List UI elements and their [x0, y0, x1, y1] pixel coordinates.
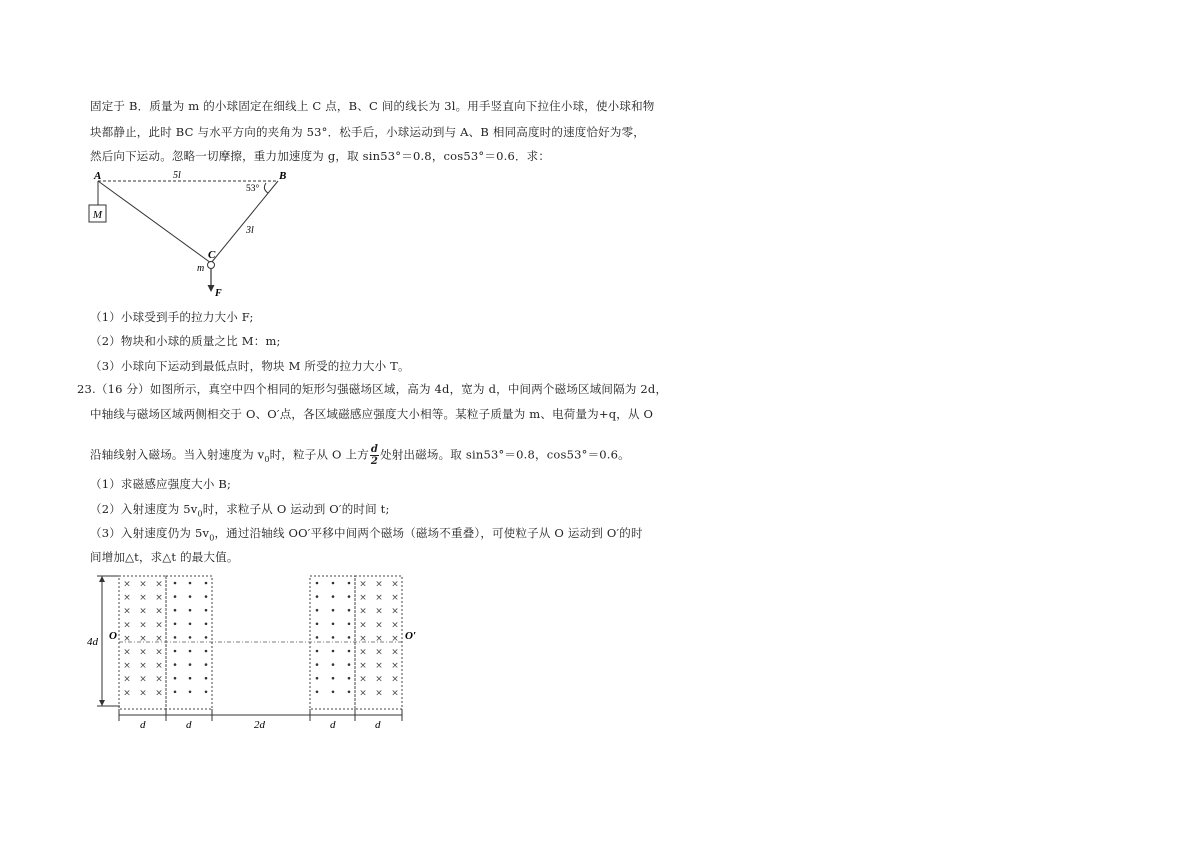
- field-out-of-page-dot: [348, 582, 351, 585]
- label-O: O: [109, 630, 117, 642]
- label-d1: d: [140, 719, 146, 731]
- field-into-page-symbol: ×: [139, 661, 147, 672]
- field-out-of-page-dot: [316, 677, 319, 680]
- field-into-page-symbol: ×: [155, 633, 163, 644]
- field-into-page-symbol: ×: [375, 647, 383, 658]
- field-into-page-symbol: ×: [139, 593, 147, 604]
- field-out-of-page-dot: [189, 636, 192, 639]
- field-into-page-symbol: ×: [139, 620, 147, 631]
- problem23-line1: 23.（16 分）如图所示，真空中四个相同的矩形匀强磁场区域，高为 4d，宽为 d，中间两个磁场区域间隔为 2d，: [77, 382, 668, 396]
- field-out-of-page-dot: [332, 691, 335, 694]
- problem22-line3: 然后向下运动。忽略一切摩擦，重力加速度为 g，取 sin53°＝0.8，cos53°＝0.6．求：: [90, 149, 551, 163]
- field-out-of-page-dot: [316, 691, 319, 694]
- label-5l: 5l: [173, 170, 181, 181]
- label-3l: 3l: [246, 225, 254, 236]
- field-out-of-page-dot: [332, 582, 335, 585]
- pulley-figure: [80, 165, 300, 300]
- field-into-page-symbol: ×: [359, 606, 367, 617]
- field-into-page-symbol: ×: [391, 674, 399, 685]
- field-out-of-page-dot: [189, 595, 192, 598]
- field-out-of-page-dot: [174, 636, 177, 639]
- field-into-page-symbol: ×: [391, 647, 399, 658]
- field-into-page-symbol: ×: [123, 620, 131, 631]
- problem23-line3-after: 处射出磁场。取 sin53°＝0.8，cos53°＝0.6。: [380, 447, 630, 462]
- field-out-of-page-dot: [332, 609, 335, 612]
- field-out-of-page-dot: [332, 663, 335, 666]
- field-out-of-page-dot: [348, 609, 351, 612]
- label-d2: d: [186, 719, 192, 731]
- field-into-page-symbol: ×: [359, 633, 367, 644]
- label-m: m: [197, 263, 205, 274]
- field-out-of-page-dot: [316, 609, 319, 612]
- field-into-page-symbol: ×: [391, 606, 399, 617]
- field-into-page-symbol: ×: [155, 606, 163, 617]
- field-into-page-symbol: ×: [375, 579, 383, 590]
- field-out-of-page-dot: [205, 677, 208, 680]
- label-2d: 2d: [254, 719, 265, 731]
- label-B: B: [279, 170, 287, 182]
- field-into-page-symbol: ×: [123, 593, 131, 604]
- label-O-prime: O′: [405, 630, 417, 642]
- field-out-of-page-dot: [189, 677, 192, 680]
- problem23-q3-before: （3）入射速度仍为 5v: [90, 526, 210, 540]
- field-into-page-symbol: ×: [123, 633, 131, 644]
- field-into-page-symbol: ×: [139, 674, 147, 685]
- field-into-page-symbol: ×: [139, 579, 147, 590]
- field-into-page-symbol: ×: [359, 620, 367, 631]
- field-out-of-page-dot: [316, 636, 319, 639]
- field-out-of-page-dot: [174, 650, 177, 653]
- field-into-page-symbol: ×: [359, 674, 367, 685]
- field-out-of-page-dot: [174, 582, 177, 585]
- field-into-page-symbol: ×: [139, 688, 147, 699]
- problem23-line3: [90, 444, 630, 467]
- field-out-of-page-dot: [205, 623, 208, 626]
- field-out-of-page-dot: [189, 609, 192, 612]
- field-into-page-symbol: ×: [359, 688, 367, 699]
- field-out-of-page-dot: [174, 691, 177, 694]
- field-out-of-page-dot: [348, 677, 351, 680]
- field-into-page-symbol: ×: [155, 647, 163, 658]
- field-out-of-page-dot: [348, 663, 351, 666]
- label-A: A: [94, 170, 102, 182]
- height-arrow-up: [99, 576, 105, 582]
- field-into-page-symbol: ×: [375, 688, 383, 699]
- problem23-q3-sub: 0: [209, 533, 215, 543]
- fraction-numerator: d: [370, 444, 379, 455]
- problem23-line3-before: 沿轴线射入磁场。当入射速度为 v: [90, 447, 265, 462]
- field-out-of-page-dot: [189, 663, 192, 666]
- problem23-question3: [90, 525, 643, 542]
- magnetic-field-figure: [82, 568, 442, 738]
- field-out-of-page-dot: [189, 582, 192, 585]
- field-into-page-symbol: ×: [123, 647, 131, 658]
- field-into-page-symbol: ×: [375, 674, 383, 685]
- field-out-of-page-dot: [316, 582, 319, 585]
- fraction-denominator: 2: [370, 456, 379, 467]
- problem23-line3-sub: 0: [264, 454, 270, 464]
- field-out-of-page-dot: [332, 623, 335, 626]
- fraction-d-over-2: [370, 444, 379, 467]
- string-bc: [211, 181, 278, 263]
- problem23-line2: 中轴线与磁场区域两侧相交于 O、O′点，各区域磁感应强度大小相等。某粒子质量为 m、电荷量为+q，从 O: [90, 407, 654, 421]
- field-into-page-symbol: ×: [123, 606, 131, 617]
- problem22-question2: （2）物块和小球的质量之比 M：m;: [90, 334, 281, 348]
- field-into-page-symbol: ×: [391, 620, 399, 631]
- field-out-of-page-dot: [205, 595, 208, 598]
- field-into-page-symbol: ×: [391, 633, 399, 644]
- label-angle: 53°: [246, 184, 260, 194]
- problem22-question3: （3）小球向下运动到最低点时，物块 M 所受的拉力大小 T。: [90, 359, 410, 373]
- problem23-q3-after: ，通过沿轴线 OO′平移中间两个磁场（磁场不重叠），可使粒子从 O 运动到 O′的时: [214, 526, 643, 540]
- field-out-of-page-dot: [316, 595, 319, 598]
- field-out-of-page-dot: [205, 650, 208, 653]
- field-into-page-symbol: ×: [391, 593, 399, 604]
- field-into-page-symbol: ×: [139, 633, 147, 644]
- field-into-page-symbol: ×: [359, 647, 367, 658]
- field-into-page-symbol: ×: [359, 593, 367, 604]
- height-arrow-down: [99, 700, 105, 706]
- angle-arc: [264, 183, 268, 193]
- field-out-of-page-dot: [348, 650, 351, 653]
- field-out-of-page-dot: [332, 677, 335, 680]
- field-out-of-page-dot: [189, 623, 192, 626]
- field-out-of-page-dot: [348, 623, 351, 626]
- field-into-page-symbol: ×: [375, 606, 383, 617]
- field-out-of-page-dot: [205, 609, 208, 612]
- label-C: C: [208, 249, 216, 261]
- field-into-page-symbol: ×: [123, 688, 131, 699]
- label-4d: 4d: [87, 636, 98, 648]
- field-into-page-symbol: ×: [155, 620, 163, 631]
- field-into-page-symbol: ×: [391, 579, 399, 590]
- force-arrowhead: [208, 285, 215, 292]
- field-into-page-symbol: ×: [123, 674, 131, 685]
- problem23-question3-line2: 间增加△t，求△t 的最大值。: [90, 550, 239, 564]
- field-out-of-page-dot: [348, 595, 351, 598]
- field-out-of-page-dot: [174, 595, 177, 598]
- label-F: F: [215, 288, 222, 299]
- field-into-page-symbol: ×: [155, 674, 163, 685]
- problem23-q2-sub: 0: [197, 509, 203, 519]
- problem23-q2-before: （2）入射速度为 5v: [90, 502, 198, 516]
- field-into-page-symbol: ×: [375, 620, 383, 631]
- label-d4: d: [375, 719, 381, 731]
- field-out-of-page-dot: [174, 609, 177, 612]
- field-out-of-page-dot: [189, 650, 192, 653]
- field-out-of-page-dot: [332, 650, 335, 653]
- field-into-page-symbol: ×: [391, 688, 399, 699]
- problem23-line3-mid: 时，粒子从 O 上方: [269, 447, 369, 462]
- field-into-page-symbol: ×: [359, 579, 367, 590]
- field-into-page-symbol: ×: [139, 606, 147, 617]
- problem23-q2-after: 时，求粒子从 O 运动到 O′的时间 t;: [202, 502, 390, 516]
- ball-C: [208, 262, 215, 269]
- problem22-line2: 块都静止，此时 BC 与水平方向的夹角为 53°．松手后，小球运动到与 A、B 相同高度时的速度恰好为零，: [90, 125, 645, 139]
- problem22-line1: 固定于 B．质量为 m 的小球固定在细线上 C 点，B、C 间的线长为 3l。用手竖直向下拉住小球，使小球和物: [90, 99, 655, 113]
- field-into-page-symbol: ×: [359, 661, 367, 672]
- field-out-of-page-dot: [205, 691, 208, 694]
- field-into-page-symbol: ×: [375, 633, 383, 644]
- field-into-page-symbol: ×: [155, 661, 163, 672]
- field-out-of-page-dot: [174, 677, 177, 680]
- field-out-of-page-dot: [189, 691, 192, 694]
- field-out-of-page-dot: [205, 663, 208, 666]
- problem22-question1: （1）小球受到手的拉力大小 F;: [90, 310, 254, 324]
- field-into-page-symbol: ×: [123, 579, 131, 590]
- field-symbols: [123, 580, 399, 699]
- field-out-of-page-dot: [316, 623, 319, 626]
- field-out-of-page-dot: [332, 595, 335, 598]
- field-out-of-page-dot: [332, 636, 335, 639]
- field-out-of-page-dot: [205, 582, 208, 585]
- field-into-page-symbol: ×: [375, 661, 383, 672]
- field-into-page-symbol: ×: [155, 579, 163, 590]
- field-into-page-symbol: ×: [375, 593, 383, 604]
- problem23-question2: [90, 501, 390, 518]
- field-out-of-page-dot: [348, 691, 351, 694]
- label-d3: d: [330, 719, 336, 731]
- label-M: M: [92, 209, 103, 221]
- field-into-page-symbol: ×: [155, 688, 163, 699]
- field-into-page-symbol: ×: [391, 661, 399, 672]
- field-out-of-page-dot: [174, 663, 177, 666]
- field-into-page-symbol: ×: [123, 661, 131, 672]
- field-out-of-page-dot: [316, 650, 319, 653]
- field-into-page-symbol: ×: [155, 593, 163, 604]
- field-out-of-page-dot: [348, 636, 351, 639]
- field-into-page-symbol: ×: [139, 647, 147, 658]
- field-out-of-page-dot: [316, 663, 319, 666]
- problem23-question1: （1）求磁感应强度大小 B;: [90, 477, 232, 491]
- field-out-of-page-dot: [205, 636, 208, 639]
- string-ac: [98, 181, 211, 263]
- field-out-of-page-dot: [174, 623, 177, 626]
